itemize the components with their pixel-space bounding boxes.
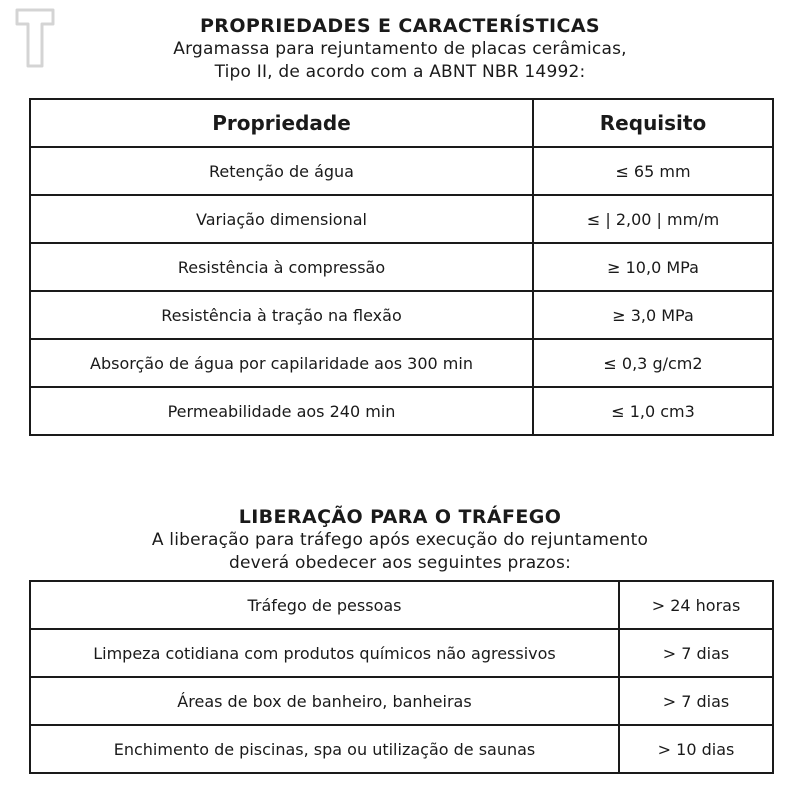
property-cell: Resistência à compressão	[30, 243, 533, 291]
property-cell: Permeabilidade aos 240 min	[30, 387, 533, 435]
traffic-release-table	[29, 580, 774, 774]
table-row	[30, 677, 773, 725]
section-properties-header	[0, 14, 800, 84]
requirement-cell: ≤ 65 mm	[533, 147, 773, 195]
traffic-item-cell: Enchimento de piscinas, spa ou utilização de saunas	[30, 725, 619, 773]
table-row	[30, 339, 773, 387]
section-properties-title: PROPRIEDADES E CARACTERÍSTICAS	[199, 15, 601, 37]
traffic-time-cell: > 7 dias	[619, 677, 773, 725]
traffic-item-cell: Áreas de box de banheiro, banheiras	[30, 677, 619, 725]
table-row	[30, 725, 773, 773]
traffic-item-cell: Tráfego de pessoas	[30, 581, 619, 629]
section-properties-subtitle-line2: Tipo II, de acordo com a ABNT NBR 14992:	[214, 62, 586, 82]
traffic-time-cell: > 10 dias	[619, 725, 773, 773]
section-traffic-subtitle-line1: A liberação para tráfego após execução do rejuntamento	[151, 530, 649, 550]
table-row	[30, 581, 773, 629]
traffic-item-cell: Limpeza cotidiana com produtos químicos não agressivos	[30, 629, 619, 677]
properties-table	[29, 98, 774, 436]
table-row	[30, 243, 773, 291]
table-row	[30, 629, 773, 677]
property-cell: Retenção de água	[30, 147, 533, 195]
property-cell: Variação dimensional	[30, 195, 533, 243]
requirement-cell: ≥ 10,0 MPa	[533, 243, 773, 291]
requirement-cell: ≥ 3,0 MPa	[533, 291, 773, 339]
table-row	[30, 387, 773, 435]
table-row	[30, 147, 773, 195]
requirement-cell: ≤ | 2,00 | mm/m	[533, 195, 773, 243]
requirement-cell: ≤ 1,0 cm3	[533, 387, 773, 435]
table-header-row	[30, 99, 773, 147]
header-property: Propriedade	[30, 99, 533, 147]
requirement-cell: ≤ 0,3 g/cm2	[533, 339, 773, 387]
traffic-time-cell: > 7 dias	[619, 629, 773, 677]
section-traffic-subtitle-line2: deverá obedecer aos seguintes prazos:	[228, 553, 572, 573]
section-properties-subtitle-line1: Argamassa para rejuntamento de placas cerâmicas,	[173, 39, 627, 59]
traffic-time-cell: > 24 horas	[619, 581, 773, 629]
header-requirement: Requisito	[533, 99, 773, 147]
section-traffic-header	[0, 505, 800, 575]
property-cell: Absorção de água por capilaridade aos 300 min	[30, 339, 533, 387]
table-row	[30, 291, 773, 339]
property-cell: Resistência à tração na flexão	[30, 291, 533, 339]
section-traffic-title: LIBERAÇÃO PARA O TRÁFEGO	[238, 506, 562, 528]
table-row	[30, 195, 773, 243]
